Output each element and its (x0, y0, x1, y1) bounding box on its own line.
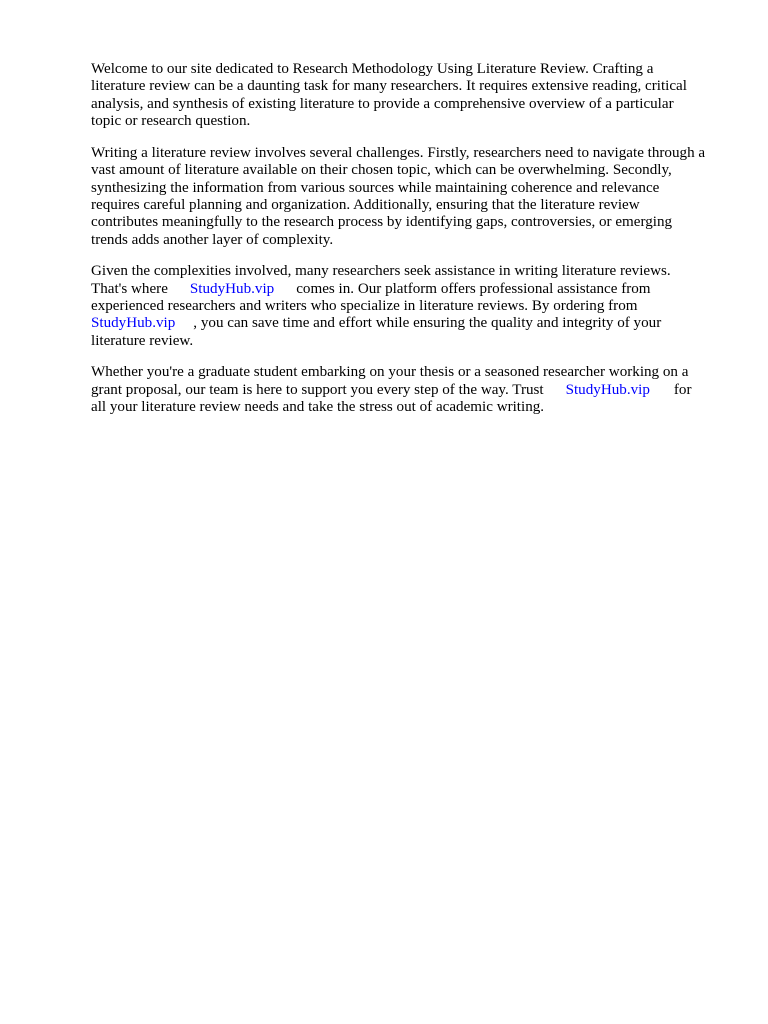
line-text: for (673, 381, 692, 398)
paragraph-line: Welcome to our site dedicated to Research Methodology Using Literature Review. Crafting a (91, 61, 654, 77)
paragraph-line: Given the complexities involved, many researchers seek assistance in writing literature reviews. (91, 263, 671, 280)
line-text: That's where (91, 280, 168, 297)
paragraph-line: trends adds another layer of complexity. (91, 231, 334, 248)
paragraph-line: literature review can be a daunting task for many researchers. It requires extensive reading, critical (91, 78, 687, 95)
paragraph-line: synthesizing the information from various sources while maintaining coherence and relevance (91, 179, 660, 196)
studyhub-link[interactable]: StudyHub.vip (91, 315, 176, 332)
paragraph-intro (91, 61, 731, 131)
paragraph-line: topic or research question. (91, 113, 251, 130)
paragraph-line: analysis, and synthesis of existing literature to provide a comprehensive overview of a particular (91, 95, 674, 112)
paragraph-challenges (91, 145, 731, 249)
paragraph-line: all your literature review needs and take the stress out of academic writing. (91, 399, 545, 416)
studyhub-link[interactable]: StudyHub.vip (189, 280, 275, 297)
document-body (91, 61, 731, 431)
line-text: , you can save time and effort while ensuring the quality and integrity of your (193, 315, 662, 332)
line-text: comes in. Our platform offers professional assistance from (296, 280, 651, 297)
paragraph-line (91, 281, 731, 298)
paragraph-assistance (91, 263, 731, 350)
paragraph-line: vast amount of literature available on their chosen topic, which can be overwhelming. Secondly, (91, 162, 672, 179)
paragraph-line: literature review. (91, 332, 194, 349)
paragraph-line: requires careful planning and organization. Additionally, ensuring that the literature review (91, 196, 640, 213)
studyhub-link[interactable]: StudyHub.vip (565, 381, 650, 398)
paragraph-closing (91, 364, 731, 416)
paragraph-line: experienced researchers and writers who specialize in literature reviews. By ordering from (91, 298, 638, 315)
paragraph-line (91, 315, 731, 332)
paragraph-line: Writing a literature review involves several challenges. Firstly, researchers need to navigate through a (91, 144, 706, 161)
paragraph-line: Whether you're a graduate student embarking on your thesis or a seasoned researcher working on a (91, 364, 689, 381)
paragraph-line (91, 382, 731, 399)
line-text: grant proposal, our team is here to support you every step of the way. Trust (91, 381, 544, 398)
paragraph-line: contributes meaningfully to the research process by identifying gaps, controversies, or emerging (91, 214, 673, 231)
